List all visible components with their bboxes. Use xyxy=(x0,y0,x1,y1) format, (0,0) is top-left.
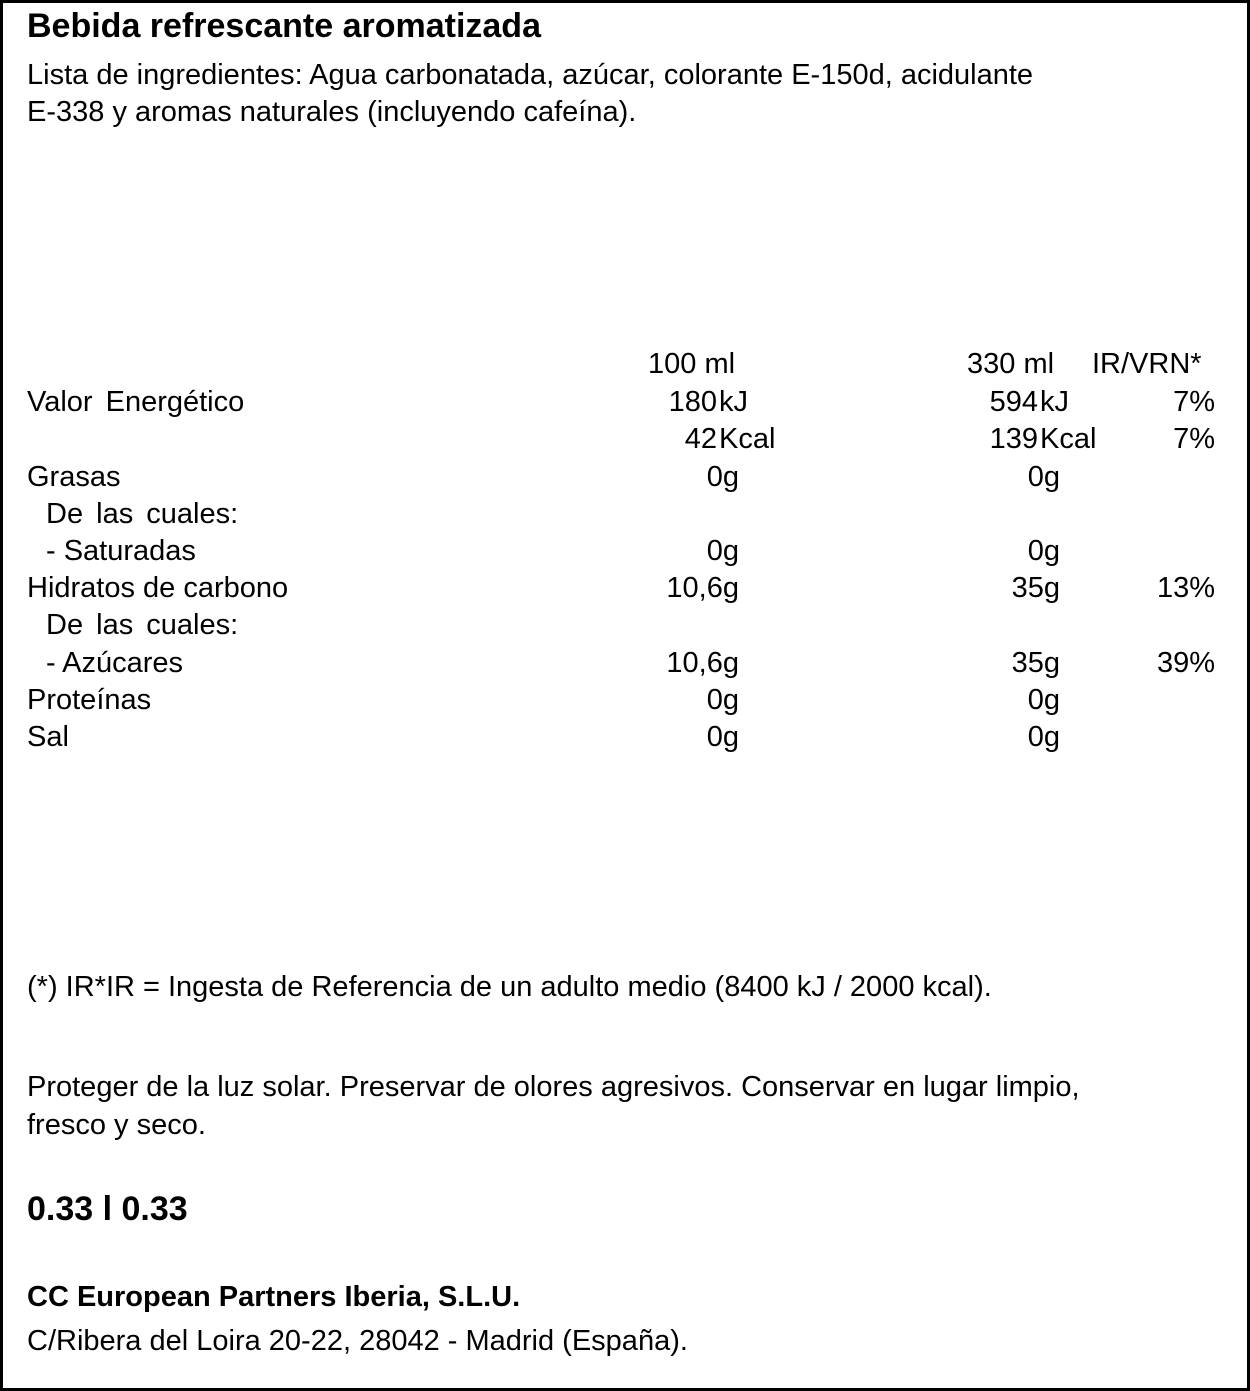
row-sal-330: 0g xyxy=(1027,721,1060,753)
row-azucares-label: - Azúcares xyxy=(46,647,183,679)
volume: 0.33 l 0.33 xyxy=(27,1190,188,1228)
row-proteinas-330: 0g xyxy=(1027,684,1060,716)
product-title: Bebida refrescante aromatizada xyxy=(27,7,541,45)
row-saturadas-330: 0g xyxy=(1027,535,1060,567)
company-name: CC European Partners Iberia, S.L.U. xyxy=(27,1281,521,1313)
header-ri: IR/VRN* xyxy=(1092,348,1202,380)
footnote: (*) IR*IR = Ingesta de Referencia de un adulto medio (8400 kJ / 2000 kcal). xyxy=(27,971,992,1003)
row-azucares-100: 10,6g xyxy=(666,647,739,679)
row-grasas-100: 0g xyxy=(706,461,739,493)
energy-kcal-330-value: 139 xyxy=(989,423,1038,455)
row-hidratos-ri: 13% xyxy=(1156,572,1215,604)
energy-kj-ri: 7% xyxy=(1173,386,1215,418)
storage-line-2: fresco y seco. xyxy=(27,1109,206,1141)
row-grasas-330: 0g xyxy=(1027,461,1060,493)
company-address: C/Ribera del Loira 20-22, 28042 - Madrid (España). xyxy=(27,1325,688,1357)
header-330ml: 330 ml xyxy=(967,348,1055,380)
energy-kj-100-value: 180 xyxy=(668,386,717,418)
storage-line-1: Proteger de la luz solar. Preservar de olores agresivos. Conservar en lugar limpio, xyxy=(27,1071,1080,1103)
row-hidratos-330: 35g xyxy=(1011,572,1060,604)
row-hidratos-label: Hidratos de carbono xyxy=(27,572,289,604)
row-azucares-ri: 39% xyxy=(1156,647,1215,679)
row-proteinas-label: Proteínas xyxy=(27,684,152,716)
energy-kcal-100-value: 42 xyxy=(684,423,717,455)
row-sub-label-1: De las cuales: xyxy=(46,498,239,530)
energy-label: Valor Energético xyxy=(27,386,245,418)
energy-kcal-100-unit: Kcal xyxy=(719,423,776,455)
row-saturadas-100: 0g xyxy=(706,535,739,567)
row-hidratos-100: 10,6g xyxy=(666,572,739,604)
row-proteinas-100: 0g xyxy=(706,684,739,716)
row-sal-100: 0g xyxy=(706,721,739,753)
energy-kj-330-unit: kJ xyxy=(1040,386,1069,418)
energy-kcal-ri: 7% xyxy=(1173,423,1215,455)
energy-kj-100-unit: kJ xyxy=(719,386,748,418)
row-saturadas-label: - Saturadas xyxy=(46,535,196,567)
row-sub-label-2: De las cuales: xyxy=(46,609,239,641)
header-100ml: 100 ml xyxy=(648,348,736,380)
energy-kj-330-value: 594 xyxy=(989,386,1038,418)
row-azucares-330: 35g xyxy=(1011,647,1060,679)
energy-kcal-330-unit: Kcal xyxy=(1040,423,1097,455)
ingredients-line-1: Lista de ingredientes: Agua carbonatada, azúcar, colorante E-150d, acidulante xyxy=(27,59,1034,91)
ingredients-line-2: E-338 y aromas naturales (incluyendo cafeína). xyxy=(27,96,637,128)
row-grasas-label: Grasas xyxy=(27,461,121,493)
row-sal-label: Sal xyxy=(27,721,69,753)
